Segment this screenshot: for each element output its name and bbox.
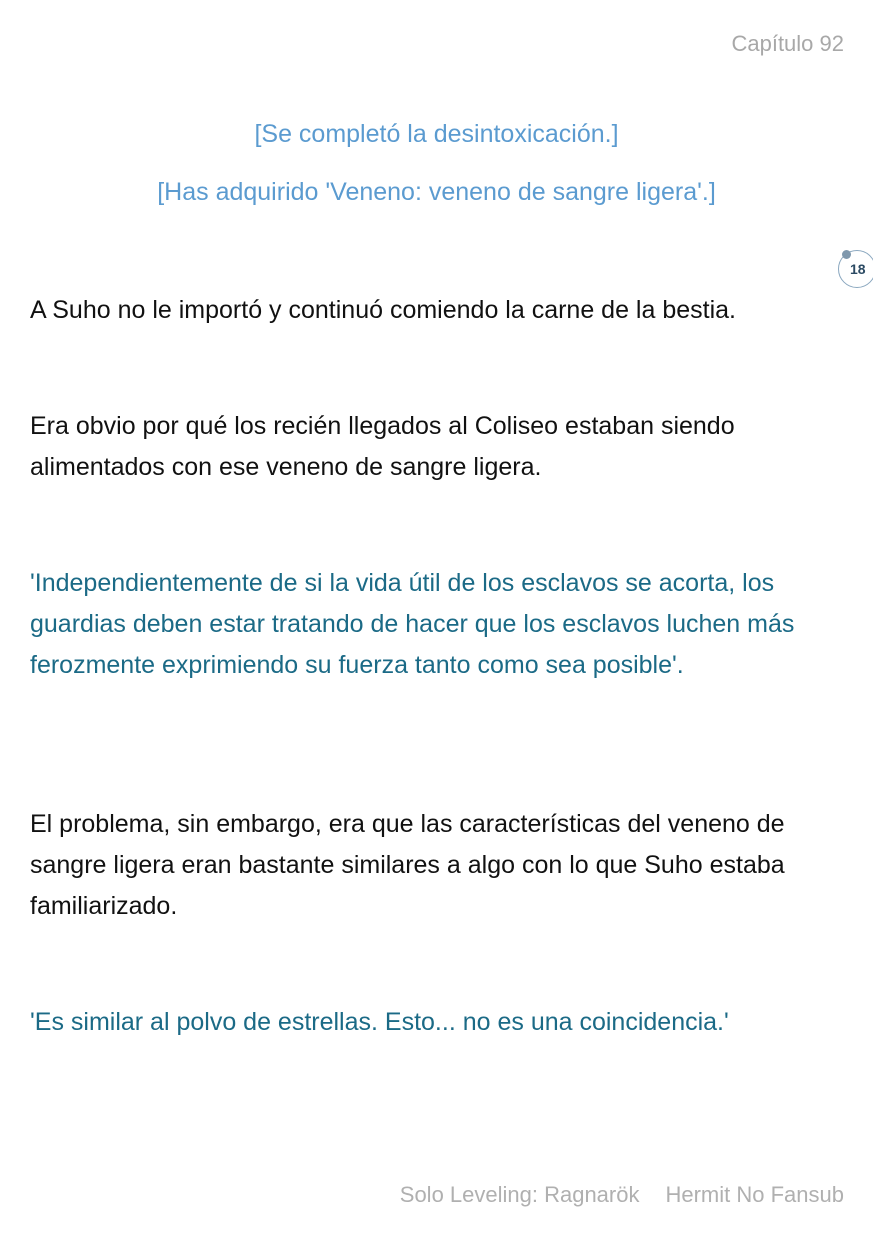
footer <box>400 1182 844 1208</box>
paragraph-2: Era obvio por qué los recién llegados al Coliseo estaban siendo alimentados con ese veneno de sangre ligera. <box>30 412 735 481</box>
footer-credit: Hermit No Fansub <box>665 1182 844 1207</box>
system-message-2: [Has adquirido 'Veneno: veneno de sangre ligera'.] <box>157 178 716 206</box>
chapter-label: Capítulo 92 <box>731 31 844 56</box>
system-message-1: [Se completó la desintoxicación.] <box>254 120 619 148</box>
paragraph-5-thought: 'Es similar al polvo de estrellas. Esto... no es una coincidencia.' <box>30 1008 729 1036</box>
paragraph-4: El problema, sin embargo, era que las características del veneno de sangre ligera eran bastante similares a algo con lo que Suho estaba familiarizado. <box>30 810 785 920</box>
comment-count: 18 <box>850 261 866 277</box>
footer-title: Solo Leveling: Ragnarök <box>399 1182 640 1207</box>
paragraph-3-thought: 'Independientemente de si la vida útil de los esclavos se acorta, los guardias deben estar tratando de hacer que los esclavos luchen más ferozmente exprimiendo su fuerza tanto como sea posible'. <box>30 569 795 679</box>
badge-indicator-dot <box>842 250 851 259</box>
paragraph-1: A Suho no le importó y continuó comiendo la carne de la bestia. <box>30 296 736 324</box>
